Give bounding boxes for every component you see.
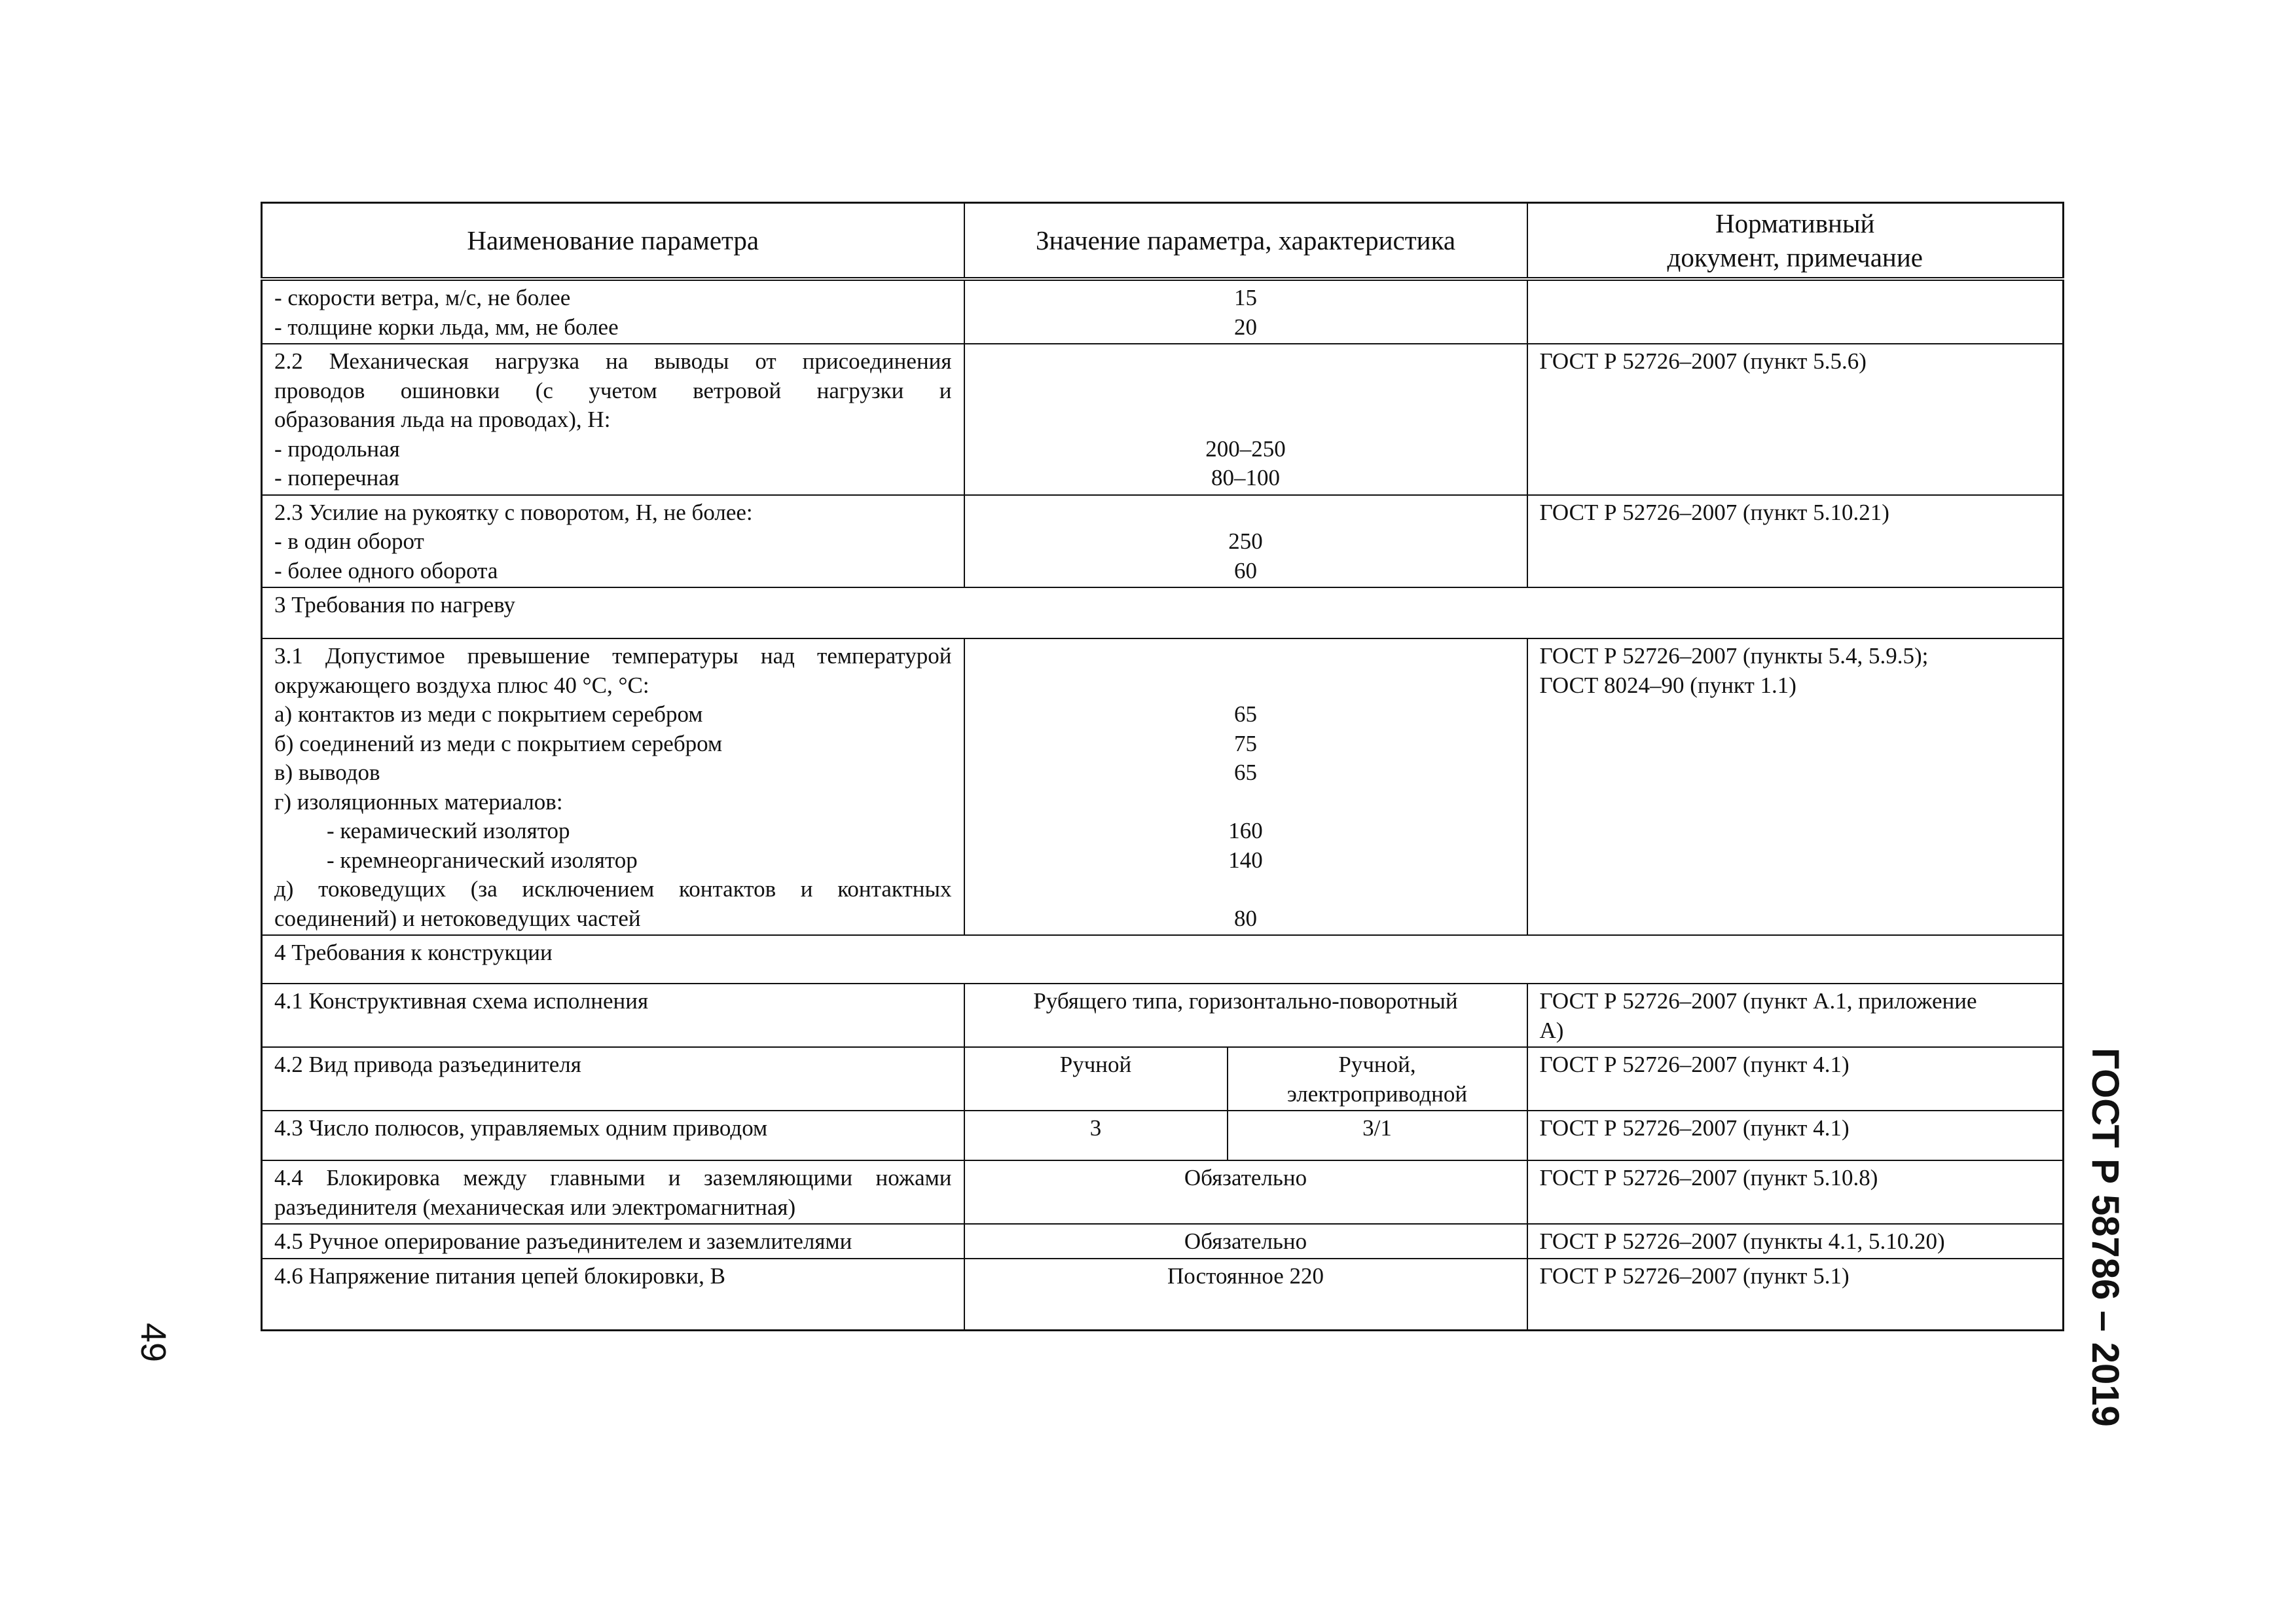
table-row [262, 1259, 2064, 1331]
param-line: 4.3 Число полюсов, управляемых одним приводом [274, 1115, 768, 1141]
param-cell [262, 638, 964, 935]
norm-cell [1527, 1160, 2064, 1224]
param-line: проводов ошиновки (с учетом ветровой нагрузки и [274, 377, 952, 403]
value-line: Рубящего типа, горизонтально-поворотный [1033, 988, 1458, 1014]
norm-cell [1527, 1047, 2064, 1111]
param-line: г) изоляционных материалов: [274, 788, 563, 815]
table-row [262, 1224, 2064, 1259]
value-cell [964, 344, 1527, 495]
header-normative-document [1527, 203, 2064, 280]
header-parameter-name: Наименование параметра [262, 203, 964, 280]
value-line: Постоянное 220 [1167, 1263, 1324, 1289]
section-row [262, 587, 2064, 638]
value-line: 20 [1234, 314, 1257, 340]
norm-line: ГОСТ Р 52726–2007 (пункт 5.10.21) [1539, 499, 1889, 525]
param-line: 4.5 Ручное оперирование разъединителем и заземлителями [274, 1228, 852, 1254]
norm-cell [1527, 495, 2064, 588]
value-cell [964, 279, 1527, 344]
value-cell-b [1228, 1111, 1527, 1160]
value-cell [964, 1259, 1527, 1331]
table-row [262, 495, 2064, 588]
param-line: 2.2 Механическая нагрузка на выводы от присоединения [274, 348, 952, 374]
param-line: образования льда на проводах), Н: [274, 407, 611, 432]
param-line: - продольная [274, 435, 400, 462]
value-cell [964, 1160, 1527, 1224]
norm-cell [1527, 1259, 2064, 1331]
value-line: электроприводной [1286, 1080, 1468, 1107]
param-cell [262, 495, 964, 588]
value-cell-a [964, 1047, 1228, 1111]
param-line: б) соединений из меди с покрытием серебром [274, 730, 723, 756]
norm-line: ГОСТ Р 52726–2007 (пункт 5.1) [1539, 1263, 1850, 1289]
section-row [262, 935, 2064, 984]
norm-cell [1527, 1224, 2064, 1259]
value-line: Обязательно [1184, 1165, 1307, 1190]
value-line: 65 [1234, 760, 1257, 785]
table-row [262, 1160, 2064, 1224]
param-cell [262, 984, 964, 1047]
value-line: 80 [1234, 905, 1257, 931]
value-line: 80–100 [1211, 465, 1280, 490]
param-line: - кремнеорганический изолятор [327, 847, 638, 873]
norm-cell [1527, 344, 2064, 495]
param-cell [262, 1224, 964, 1259]
norm-cell [1527, 638, 2064, 935]
param-line: 4.6 Напряжение питания цепей блокировки, В [274, 1263, 725, 1289]
value-cell-a [964, 1111, 1228, 1160]
norm-line: ГОСТ Р 52726–2007 (пункт А.1, приложение [1539, 988, 1977, 1014]
norm-line: ГОСТ Р 52726–2007 (пункт 4.1) [1539, 1052, 1850, 1077]
value-cell-b [1228, 1047, 1527, 1111]
page-number: 49 [134, 1323, 173, 1363]
value-cell [964, 1224, 1527, 1259]
header-parameter-value: Значение параметра, характеристика [964, 203, 1527, 280]
table-row [262, 1047, 2064, 1111]
param-line: - толщине корки льда, мм, не более [274, 314, 619, 340]
norm-line: ГОСТ Р 52726–2007 (пункты 5.4, 5.9.5); [1539, 643, 1929, 669]
param-line: разъединителя (механическая или электромагнитная) [274, 1194, 796, 1220]
param-line: в) выводов [274, 760, 380, 785]
document-designation: ГОСТ Р 58786 – 2019 [2084, 1048, 2126, 1427]
norm-line: ГОСТ Р 52726–2007 (пункты 4.1, 5.10.20) [1539, 1228, 1945, 1254]
header-norm-line2: документ, примечание [1667, 242, 1923, 272]
norm-cell [1527, 984, 2064, 1047]
param-cell [262, 344, 964, 495]
table-row [262, 344, 2064, 495]
value-line: 65 [1234, 701, 1257, 727]
param-line: окружающего воздуха плюс 40 °С, °С: [274, 672, 649, 698]
table-row [262, 279, 2064, 344]
param-line: 4.4 Блокировка между главными и заземляющими ножами [274, 1165, 952, 1190]
value-line: Ручной, [1338, 1052, 1416, 1077]
param-cell [262, 1047, 964, 1111]
value-cell [964, 495, 1527, 588]
param-line: 4.2 Вид привода разъединителя [274, 1052, 581, 1077]
value-line: Обязательно [1184, 1228, 1307, 1254]
table-row [262, 1111, 2064, 1160]
section-heading: 4 Требования к конструкции [262, 935, 2064, 984]
header-norm-line1: Нормативный [1715, 208, 1875, 238]
norm-line: А) [1539, 1017, 1564, 1043]
value-cell [964, 638, 1527, 935]
value-line: 3 [1089, 1115, 1102, 1141]
value-line: 200–250 [1205, 435, 1286, 462]
param-cell [262, 279, 964, 344]
param-line: 4.1 Конструктивная схема исполнения [274, 988, 649, 1014]
norm-line: ГОСТ Р 52726–2007 (пункт 4.1) [1539, 1115, 1850, 1141]
param-line: 3.1 Допустимое превышение температуры над температурой [274, 643, 952, 669]
header-row [262, 203, 2064, 280]
param-line: - скорости ветра, м/с, не более [274, 285, 571, 310]
param-line: а) контактов из меди с покрытием серебром [274, 701, 703, 727]
value-line: 15 [1234, 285, 1257, 310]
value-line: 250 [1228, 528, 1263, 554]
norm-line: ГОСТ Р 52726–2007 (пункт 5.10.8) [1539, 1165, 1878, 1190]
table-row [262, 984, 2064, 1047]
value-line: 60 [1234, 557, 1257, 583]
norm-cell [1527, 1111, 2064, 1160]
value-line: 160 [1228, 818, 1263, 843]
table-row [262, 638, 2064, 935]
param-line: - в один оборот [274, 528, 424, 554]
value-line: 3/1 [1362, 1115, 1392, 1141]
value-line: Ручной [1059, 1052, 1132, 1077]
param-line: - поперечная [274, 465, 400, 490]
param-line: 2.3 Усилие на рукоятку с поворотом, Н, не более: [274, 499, 753, 525]
value-cell [964, 984, 1527, 1047]
param-line: - керамический изолятор [327, 818, 570, 843]
value-line: 140 [1228, 847, 1263, 873]
param-line: соединений) и нетоковедущих частей [274, 905, 641, 931]
param-line: д) токоведущих (за исключением контактов и контактных [274, 876, 952, 902]
param-cell [262, 1160, 964, 1224]
parameters-table [261, 202, 2064, 1331]
value-line: 75 [1234, 730, 1257, 756]
norm-cell [1527, 279, 2064, 344]
param-cell [262, 1259, 964, 1331]
param-cell [262, 1111, 964, 1160]
norm-line: ГОСТ 8024–90 (пункт 1.1) [1539, 672, 1796, 698]
norm-line: ГОСТ Р 52726–2007 (пункт 5.5.6) [1539, 348, 1867, 374]
section-heading: 3 Требования по нагреву [262, 587, 2064, 638]
param-line: - более одного оборота [274, 557, 498, 583]
